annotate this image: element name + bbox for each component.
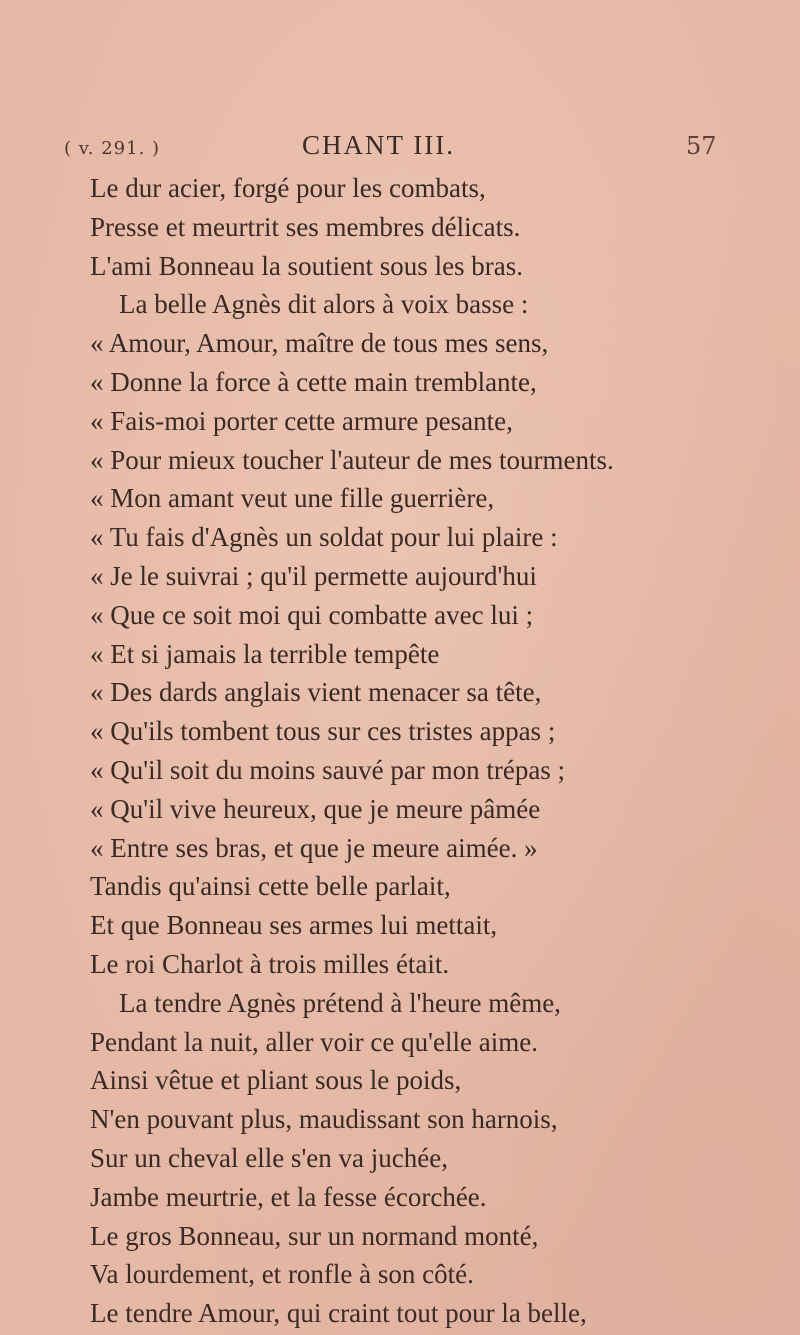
verse-line: « Qu'ils tombent tous sur ces tristes appas ; [90,716,556,747]
verse-line: « Mon amant veut une fille guerrière, [90,483,495,514]
verse-line: L'ami Bonneau la soutient sous les bras. [90,250,524,281]
verse-line: « Et si jamais la terrible tempête [90,638,440,669]
verse-line: Le roi Charlot à trois milles était. [90,948,450,979]
poem-text [0,169,800,1333]
verse-line: « Amour, Amour, maître de tous mes sens, [90,328,549,359]
verse-line: « Des dards anglais vient menacer sa tête, [90,677,542,708]
verse-line: « Je le suivrai ; qu'il permette aujourd'hui [90,560,537,591]
verse-line: Le dur acier, forgé pour les combats, [90,173,486,203]
verse-line: Ainsi vêtue et pliant sous le poids, [90,1065,462,1096]
verse-line: Et que Bonneau ses armes lui mettait, [90,910,498,941]
verse-line: La belle Agnès dit alors à voix basse : [119,289,529,320]
verse-line: Va lourdement, et ronfle à son côté. [90,1259,474,1290]
verse-line: « Donne la force à cette main tremblante, [90,366,537,397]
verse-line: Presse et meurtrit ses membres délicats. [90,211,521,242]
verse-line: Tandis qu'ainsi cette belle parlait, [90,871,451,902]
page-number: 57 [686,132,717,160]
page-header [64,130,717,164]
verse-line: « Que ce soit moi qui combatte avec lui ; [90,599,534,630]
chapter-title: CHANT III. [302,130,455,160]
verse-line: « Tu fais d'Agnès un soldat pour lui plaire : [90,522,558,553]
verse-line: « Pour mieux toucher l'auteur de mes tourments. [90,444,614,475]
verse-line: Jambe meurtrie, et la fesse écorchée. [90,1181,487,1212]
verse-reference: ( v. 291. ) [64,138,161,159]
verse-line: Sur un cheval elle s'en va juchée, [90,1142,448,1173]
verse-line: « Fais-moi porter cette armure pesante, [90,405,513,436]
verse-line: « Qu'il soit du moins sauvé par mon trépas ; [90,754,566,785]
verse-line: Pendant la nuit, aller voir ce qu'elle aime. [90,1026,538,1057]
verse-line: Le tendre Amour, qui craint tout pour la belle, [90,1298,587,1329]
verse-line: N'en pouvant plus, maudissant son harnois, [90,1104,558,1135]
verse-line: « Entre ses bras, et que je meure aimée. » [90,832,538,863]
verse-line: « Qu'il vive heureux, que je meure pâmée [90,793,541,824]
verse-line: Le gros Bonneau, sur un normand monté, [90,1220,539,1251]
verse-line: La tendre Agnès prétend à l'heure même, [119,987,561,1018]
